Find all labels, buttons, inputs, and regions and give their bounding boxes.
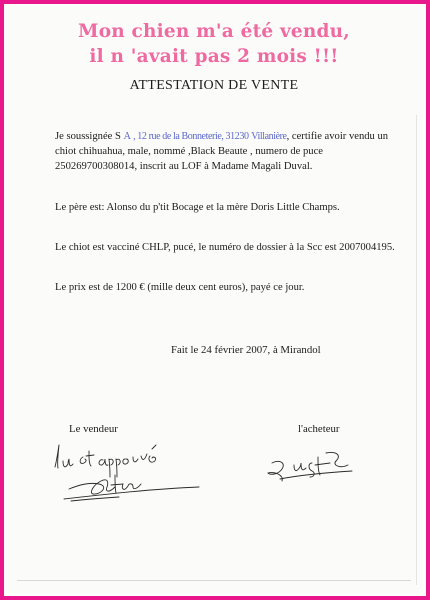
document-title: ATTESTATION DE VENTE [129, 78, 299, 93]
headline-line-1: Mon chien m'a été vendu, [78, 21, 350, 42]
document-page [5, 5, 423, 593]
redacted-name: A [123, 131, 131, 142]
paragraph-seller-statement [55, 129, 405, 174]
seller-label: Le vendeur [69, 423, 118, 435]
buyer-label: l'acheteur [298, 423, 340, 435]
paragraph-parents: Le père est: Alonso du p'tit Bocage et la mère Doris Little Champs. [55, 202, 340, 213]
headline-line-2: il n 'avait pas 2 mois !!! [89, 46, 339, 67]
page-right-edge [416, 115, 417, 585]
redacted-city: Villanière [251, 131, 287, 142]
page-bottom-edge [17, 580, 411, 581]
intro-text: Je soussignée S [55, 131, 121, 142]
seller-signature [49, 437, 209, 507]
paragraph-price: Le prix est de 1200 € (mille deux cent euros), payé ce jour. [55, 282, 305, 293]
statement-text: , certifie avoir vendu un chiot chihuahua, male, nommé ,Black Beaute , numero de puce 250269700308014, inscrit au LOF à Madame Magali Duval. [55, 131, 389, 172]
place-and-date: Fait le 24 février 2007, à Mirandol [171, 344, 321, 356]
paragraph-vaccination: Le chiot est vacciné CHLP, pucé, le numéro de dossier à la Scc est 2007004195. [55, 242, 395, 253]
redacted-address: , 12 rue de la Bonneterie, 31230 [133, 131, 249, 142]
headline [5, 19, 423, 69]
buyer-signature [260, 445, 360, 487]
